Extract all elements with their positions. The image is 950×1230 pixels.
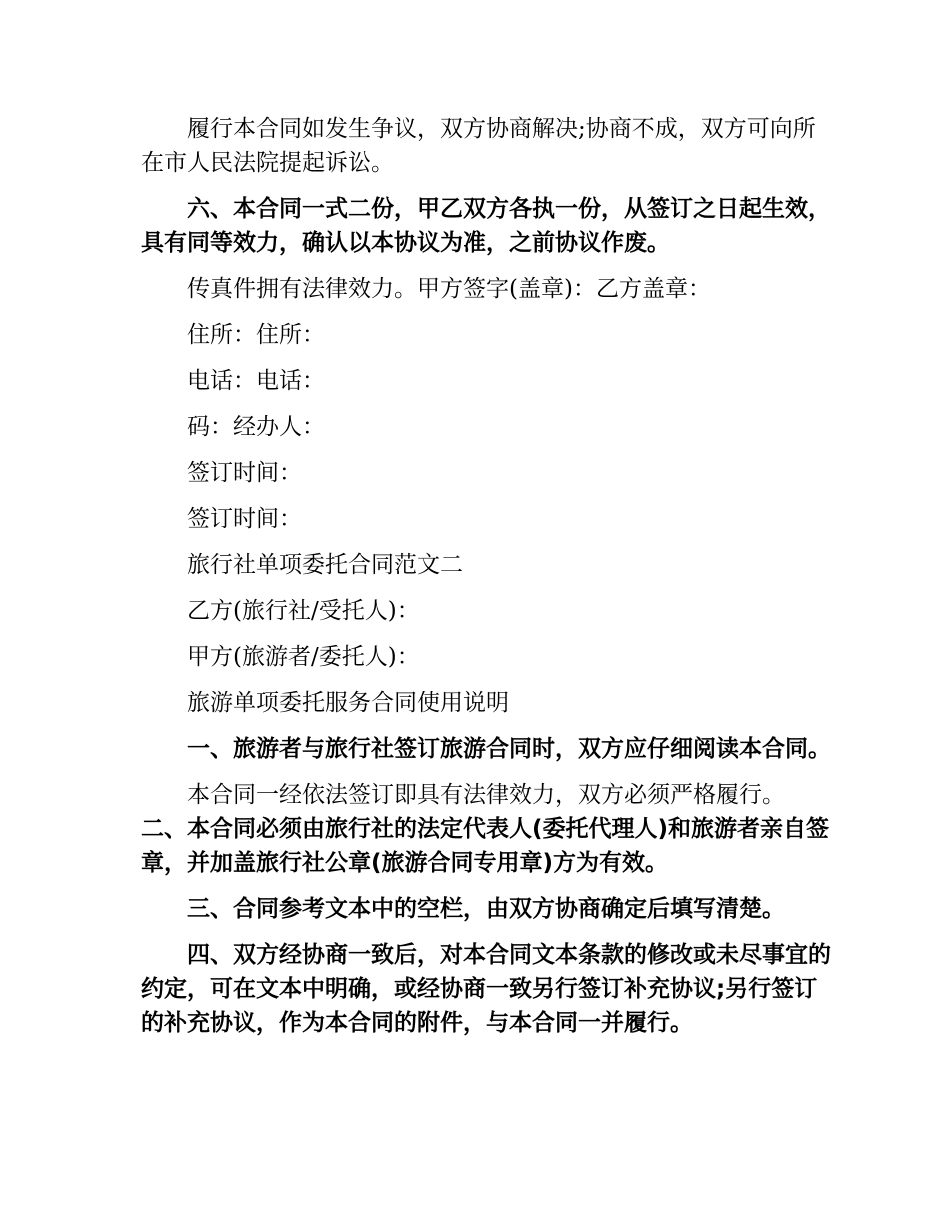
paragraph-legal-effect: 本合同一经依法签订即具有法律效力，双方必须严格履行。 xyxy=(187,782,785,808)
paragraph-usage-title: 旅游单项委托服务合同使用说明 xyxy=(187,690,509,716)
paragraph-clause-six: 六、本合同一式二份，甲乙双方各执一份，从签订之日起生效，具有同等效力，确认以本协议为准，之前协议作废。 xyxy=(141,196,831,256)
paragraph-phone: 电话：电话： xyxy=(187,368,325,394)
paragraph-note-one: 一、旅游者与旅行社签订旅游合同时，双方应仔细阅读本合同。 xyxy=(187,736,831,762)
paragraph-note-three: 三、合同参考文本中的空栏，由双方协商确定后填写清楚。 xyxy=(187,896,785,922)
paragraph-fax-validity: 传真件拥有法律效力。甲方签字(盖章)：乙方盖章： xyxy=(187,276,711,302)
paragraph-party-b: 乙方(旅行社/受托人)： xyxy=(187,598,420,624)
paragraph-note-two: 二、本合同必须由旅行社的法定代表人(委托代理人)和旅游者亲自签章，并加盖旅行社公章(旅游合同专用章)方为有效。 xyxy=(141,816,830,876)
paragraph-note-four: 四、双方经协商一致后，对本合同文本条款的修改或未尽事宜的约定，可在文本中明确，或经协商一致另行签订补充协议;另行签订的补充协议，作为本合同的附件，与本合同一并履行。 xyxy=(141,942,831,1036)
paragraph-address: 住所：住所： xyxy=(187,322,325,348)
paragraph-sign-date-2: 签订时间： xyxy=(187,506,302,532)
document-body xyxy=(141,112,831,1040)
paragraph-sign-date-1: 签订时间： xyxy=(187,460,302,486)
paragraph-party-a: 甲方(旅游者/委托人)： xyxy=(187,644,420,670)
paragraph-dispute: 履行本合同如发生争议，双方协商解决;协商不成，双方可向所在市人民法院提起诉讼。 xyxy=(141,116,816,176)
paragraph-sample-title: 旅行社单项委托合同范文二 xyxy=(187,552,463,578)
paragraph-code-agent: 码：经办人： xyxy=(187,414,325,440)
